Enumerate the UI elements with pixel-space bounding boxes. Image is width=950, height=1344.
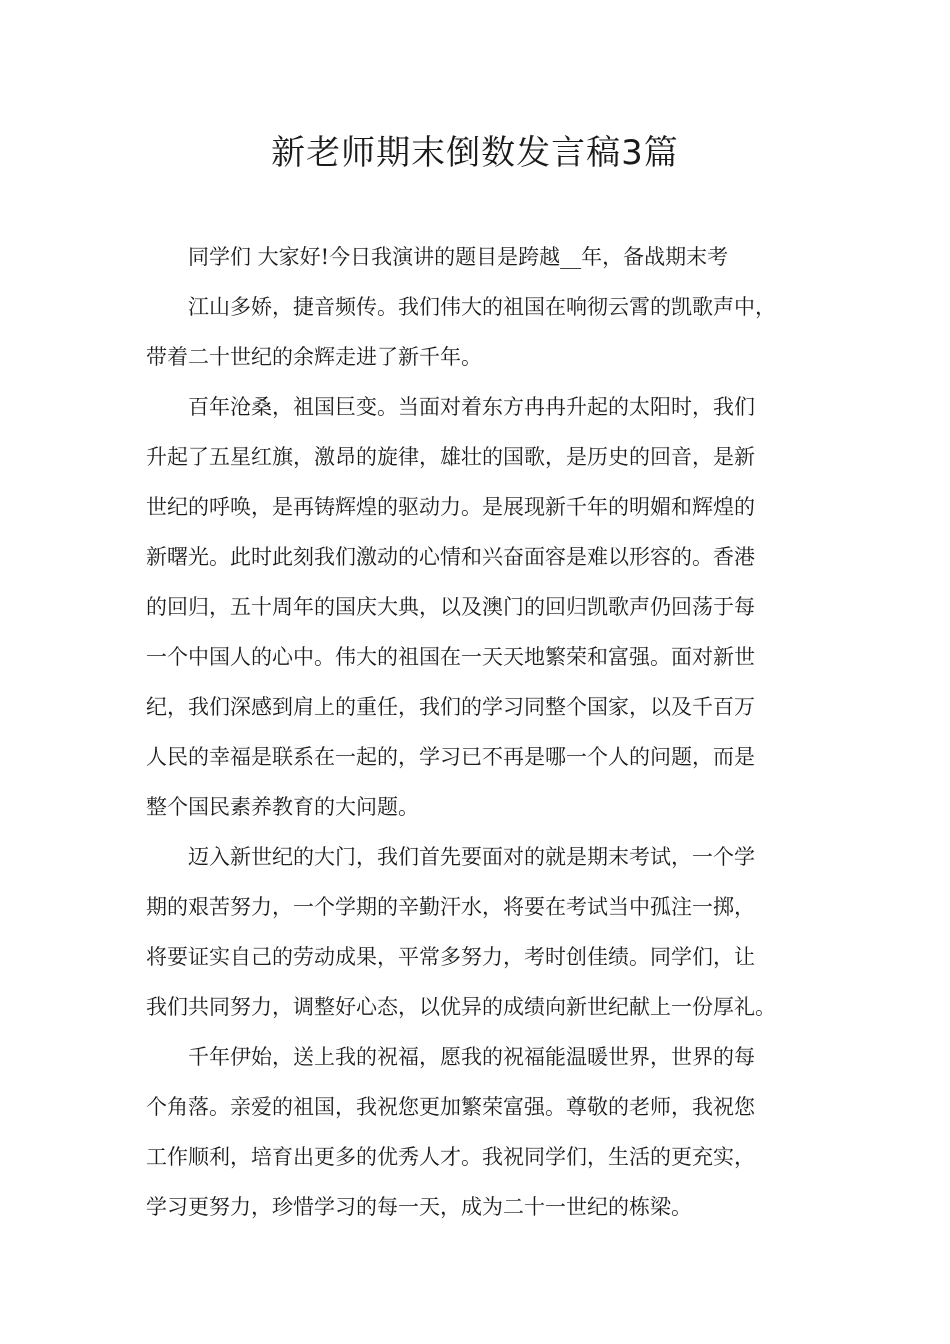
paragraph-line: 人民的幸福是联系在一起的，学习已不再是哪一个人的问题，而是 — [146, 745, 755, 769]
paragraph-line: 江山多娇，捷音频传。我们伟大的祖国在响彻云霄的凯歌声中， — [188, 295, 776, 319]
paragraph-line: 世纪的呼唤，是再铸辉煌的驱动力。是展现新千年的明媚和辉煌的 — [146, 495, 755, 519]
paragraph-line: 新曙光。此时此刻我们激动的心情和兴奋面容是难以形容的。香港 — [146, 545, 755, 569]
paragraph-line: 将要证实自己的劳动成果，平常多努力，考时创佳绩。同学们，让 — [146, 945, 755, 969]
paragraph-3 — [146, 382, 812, 832]
paragraph-line: 迈入新世纪的大门，我们首先要面对的就是期末考试，一个学 — [188, 845, 755, 869]
document-body — [146, 232, 812, 1232]
document-title: 新老师期末倒数发言稿3篇 — [271, 133, 679, 173]
paragraph-line: 百年沧桑，祖国巨变。当面对着东方冉冉升起的太阳时，我们 — [188, 395, 755, 419]
paragraph-4 — [146, 832, 812, 1032]
paragraph-line: 的回归，五十周年的国庆大典，以及澳门的回归凯歌声仍回荡于每 — [146, 595, 755, 619]
paragraph-line: 纪，我们深感到肩上的重任，我们的学习同整个国家，以及千百万 — [146, 695, 755, 719]
paragraph-2 — [146, 282, 812, 382]
paragraph-line: 学习更努力，珍惜学习的每一天，成为二十一世纪的栋梁。 — [146, 1195, 692, 1219]
paragraph-line: 升起了五星红旗，激昂的旋律，雄壮的国歌，是历史的回音，是新 — [146, 445, 755, 469]
paragraph-1 — [146, 232, 812, 282]
paragraph-line: 期的艰苦努力，一个学期的辛勤汗水，将要在考试当中孤注一掷， — [146, 895, 755, 919]
paragraph-line: 同学们 大家好!今日我演讲的题目是跨越__年，备战期末考 — [188, 245, 729, 269]
paragraph-line: 工作顺利，培育出更多的优秀人才。我祝同学们，生活的更充实， — [146, 1145, 755, 1169]
paragraph-line: 千年伊始，送上我的祝福，愿我的祝福能温暖世界，世界的每 — [188, 1045, 755, 1069]
paragraph-line: 我们共同努力，调整好心态，以优异的成绩向新世纪献上一份厚礼。 — [146, 995, 776, 1019]
paragraph-line: 整个国民素养教育的大问题。 — [146, 795, 419, 819]
paragraph-line: 一个中国人的心中。伟大的祖国在一天天地繁荣和富强。面对新世 — [146, 645, 755, 669]
paragraph-line: 个角落。亲爱的祖国，我祝您更加繁荣富强。尊敬的老师，我祝您 — [146, 1095, 755, 1119]
paragraph-line: 带着二十世纪的余辉走进了新千年。 — [146, 345, 482, 369]
paragraph-5 — [146, 1032, 812, 1232]
